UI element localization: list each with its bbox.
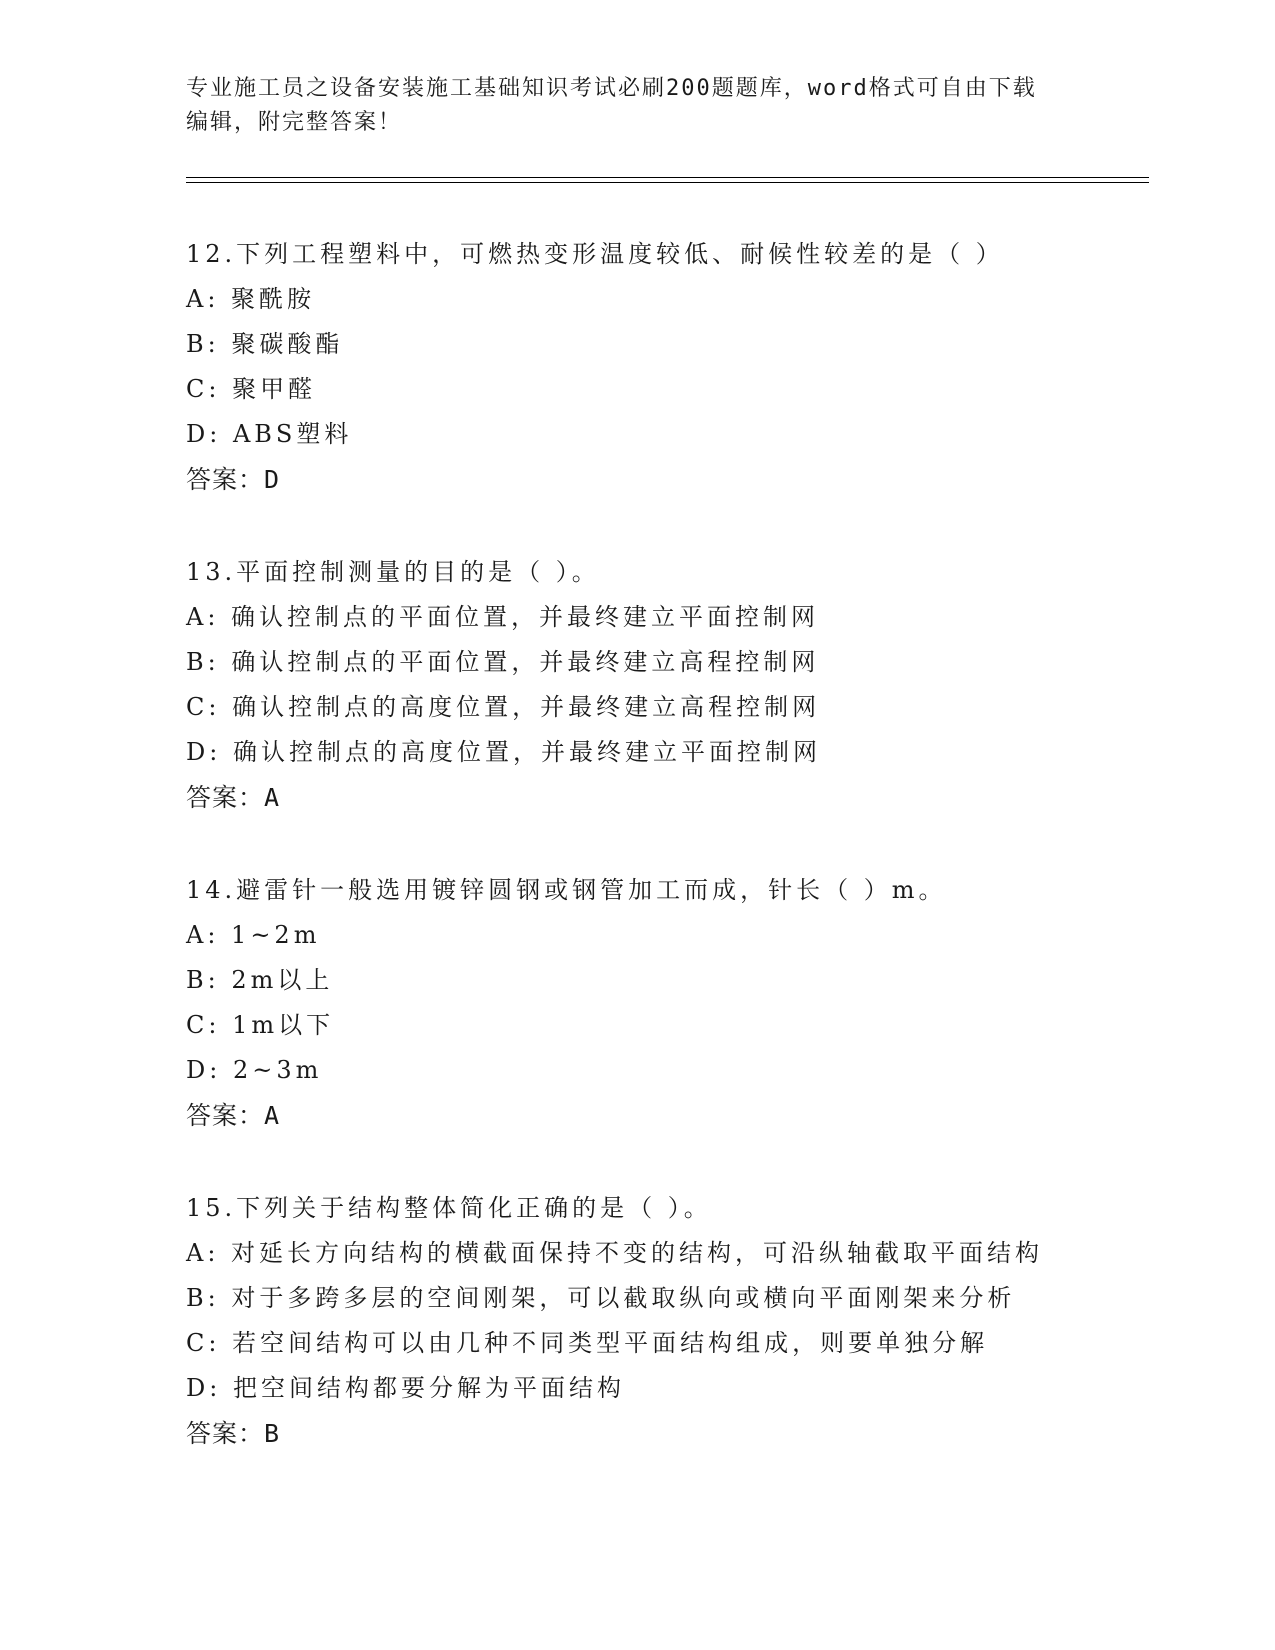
option-b: B: 对于多跨多层的空间刚架，可以截取纵向或横向平面刚架来分析 xyxy=(186,1284,1016,1312)
option-c: C: 确认控制点的高度位置，并最终建立高程控制网 xyxy=(186,693,821,721)
answer: 答案：A xyxy=(186,1101,281,1130)
option-c: C: 聚甲醛 xyxy=(186,375,317,403)
option-b: B: 确认控制点的平面位置，并最终建立高程控制网 xyxy=(186,648,820,676)
header-divider-bottom xyxy=(186,182,1149,183)
question-stem: 15.下列关于结构整体简化正确的是（ ）。 xyxy=(186,1194,712,1222)
header-line-1: 专业施工员之设备安装施工基础知识考试必刷200题题库，word格式可自由下载 xyxy=(186,76,1037,101)
option-a: A: 1~2m xyxy=(186,921,321,949)
header-divider-top xyxy=(186,177,1149,178)
question-15 xyxy=(186,1186,1186,1456)
option-d: D: 2~3m xyxy=(186,1056,323,1084)
question-stem: 14.避雷针一般选用镀锌圆钢或钢管加工而成，针长（ ）m。 xyxy=(186,876,947,904)
document-header xyxy=(186,72,1086,140)
question-12 xyxy=(186,232,1186,502)
option-a: A: 聚酰胺 xyxy=(186,285,316,313)
option-d: D: 把空间结构都要分解为平面结构 xyxy=(186,1374,625,1402)
question-stem: 13.平面控制测量的目的是（ ）。 xyxy=(186,558,600,586)
option-c: C: 若空间结构可以由几种不同类型平面结构组成，则要单独分解 xyxy=(186,1329,989,1357)
question-14 xyxy=(186,868,1186,1138)
option-d: D: ABS塑料 xyxy=(186,420,353,448)
option-a: A: 确认控制点的平面位置，并最终建立平面控制网 xyxy=(186,603,820,631)
answer: 答案：B xyxy=(186,1419,281,1448)
question-13 xyxy=(186,550,1186,820)
option-b: B: 2m以上 xyxy=(186,966,334,994)
option-a: A: 对延长方向结构的横截面保持不变的结构，可沿纵轴截取平面结构 xyxy=(186,1239,1044,1267)
answer: 答案：D xyxy=(186,465,281,494)
option-d: D: 确认控制点的高度位置，并最终建立平面控制网 xyxy=(186,738,821,766)
option-c: C: 1m以下 xyxy=(186,1011,335,1039)
header-line-2: 编辑，附完整答案！ xyxy=(186,110,403,135)
option-b: B: 聚碳酸酯 xyxy=(186,330,344,358)
question-stem: 12.下列工程塑料中，可燃热变形温度较低、耐候性较差的是（ ） xyxy=(186,240,1004,268)
answer: 答案：A xyxy=(186,783,281,812)
